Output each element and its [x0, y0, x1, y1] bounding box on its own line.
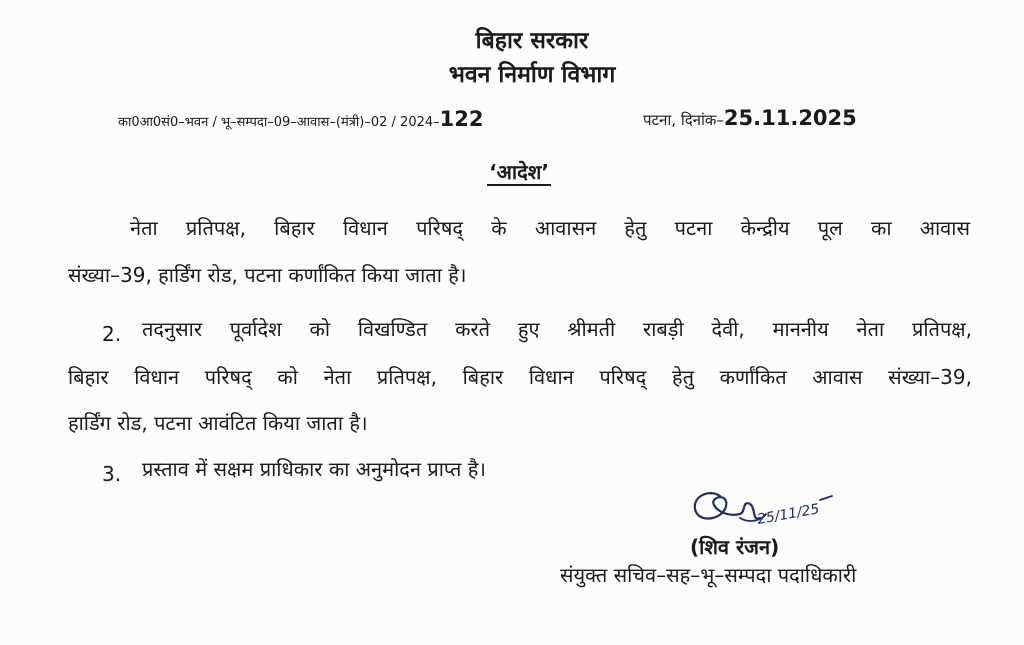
signature-icon — [680, 478, 840, 538]
para2-line2: बिहार विधान परिषद् को नेता प्रतिपक्ष, बिहार विधान परिषद् हेतु कर्णांकित आवास संख्या–39, — [68, 365, 972, 389]
para3-number: 3. — [102, 462, 122, 486]
para1-line1: नेता प्रतिपक्ष, बिहार विधान परिषद् के आवासन हेतु पटना केन्द्रीय पूल का आवास — [130, 216, 970, 240]
dateline — [643, 104, 857, 134]
reference-prefix: का0आ0सं0–भवन / भू–सम्पदा–09–आवास–(मंत्री)–02 / 2024– — [118, 115, 440, 130]
para3-line1: प्रस्ताव में सक्षम प्राधिकार का अनुमोदन प्राप्त है। — [142, 457, 487, 481]
reference-number — [118, 106, 483, 136]
para2-line1: तदनुसार पूर्वादेश को विखण्डित करते हुए श्रीमती राबड़ी देवी, माननीय नेता प्रतिपक्ष, — [142, 317, 972, 341]
svg-text:25/11/25: 25/11/25 — [755, 501, 821, 528]
government-heading: बिहार सरकार — [475, 28, 589, 54]
para2-number: 2. — [102, 322, 122, 346]
signatory-designation: संयुक्त सचिव–सह–भू–सम्पदा पदाधिकारी — [560, 563, 857, 587]
reference-serial: 122 — [439, 107, 484, 131]
department-heading: भवन निर्माण विभाग — [448, 62, 616, 88]
order-title-text: ‘आदेश’ — [489, 160, 549, 184]
order-title — [0, 158, 1024, 186]
date-value: 25.11.2025 — [723, 106, 857, 130]
para2-line3: हार्डिंग रोड, पटना आवंटित किया जाता है। — [68, 411, 368, 435]
signatory-name: (शिव रंजन) — [690, 535, 780, 559]
para1-line2: संख्या–39, हार्डिंग रोड, पटना कर्णांकित किया जाता है। — [68, 263, 467, 287]
handwritten-signature — [680, 478, 840, 538]
date-label: पटना, दिनांक– — [643, 111, 724, 129]
